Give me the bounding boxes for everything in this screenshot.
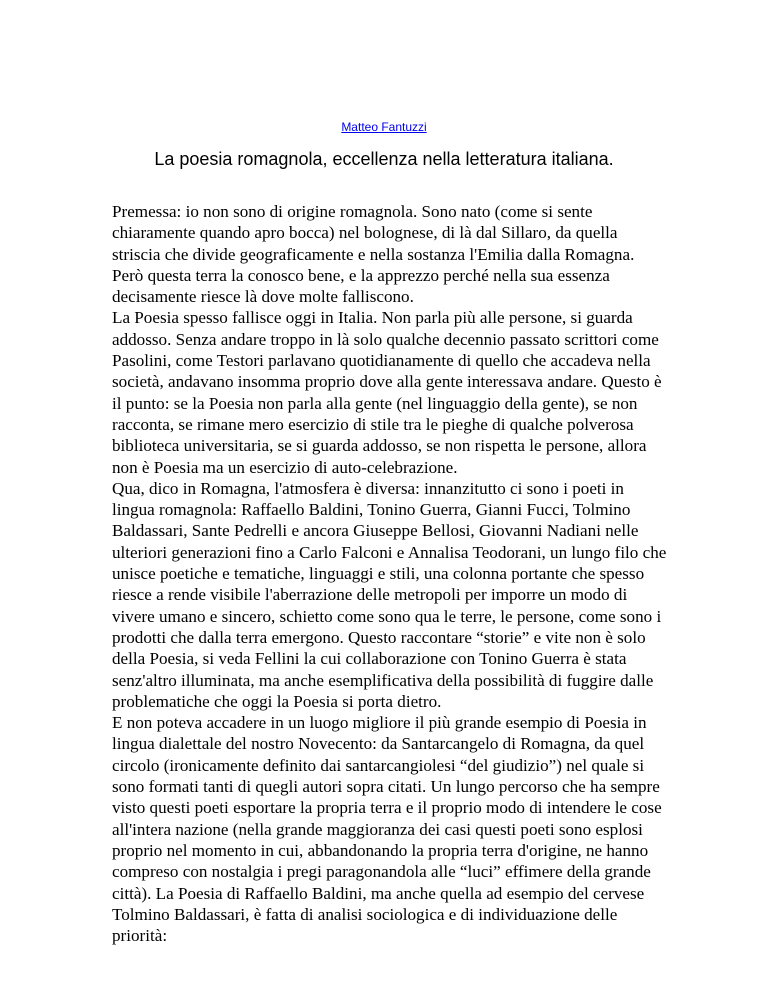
paragraph-romagna-poeti: Qua, dico in Romagna, l'atmosfera è diversa: innanzitutto ci sono i poeti in lingua romagnola: Raffaello Baldini, Tonino Guerra, Gianni Fucci, Tolmino Baldassari, Sante Pedrelli e ancora Giuseppe Bellosi, Giovanni Nadiani nelle ulteriori generazioni fino a Carlo Falconi e Annalisa Teodorani, un lungo filo che unisce poetiche e tematiche, linguaggi e stili, una colonna portante che spesso riesce a rende visibile l'aberrazione delle metropoli per imporre un modo di vivere umano e sincero, schietto come sono qua le terre, le persone, come sono i prodotti che dalla terra emergono. Questo raccontare “storie” e vite non è solo della Poesia, si veda Fellini la cui collaborazione con Tonino Guerra è stata senz'altro illuminata, ma anche esemplificativa della possibilità di fuggire dalle problematiche che oggi la Poesia si porta dietro. (112, 478, 667, 711)
paragraph-santarcangelo: E non poteva accadere in un luogo migliore il più grande esempio di Poesia in lingua dialettale del nostro Novecento: da Santarcangelo di Romagna, da quel circolo (ironicamente definito dai santarcangiolesi “del giudizio”) nel quale si sono formati tanti di quegli autori sopra citati. Un lungo percorso che ha sempre visto questi poeti esportare la propria terra e il proprio modo di intendere le cose all'intera nazione (nella grande maggioranza dei casi questi poeti sono esplosi proprio nel momento in cui, abbandonando la propria terra d'origine, ne hanno compreso con nostalgia i pregi paragonandola alle “luci” effimere della grande città). La Poesia di Raffaello Baldini, ma anche quella ad esempio del cervese Tolmino Baldassari, è fatta di analisi sociologica e di individuazione delle priorità: (112, 713, 662, 946)
paragraph-poesia-fallisce: La Poesia spesso fallisce oggi in Italia. Non parla più alle persone, si guarda addosso. Senza andare troppo in là solo qualche decennio passato scrittori come Pasolini, come Testori parlavano quotidianamente di quello che accadeva nella società, andavano insomma proprio dove alla gente interessava andare. Questo è il punto: se la Poesia non parla alla gente (nel linguaggio della gente), se non racconta, se rimane mero esercizio di stile tra le pieghe di qualche polverosa biblioteca universitaria, se si guarda addosso, se non rispetta le persone, allora non è Poesia ma un esercizio di auto-celebrazione. (112, 308, 662, 477)
paragraph-premessa: Premessa: io non sono di origine romagnola. Sono nato (come si sente chiaramente quando apro bocca) nel bolognese, di là dal Sillaro, da quella striscia che divide geograficamente e nella sostanza l'Emilia dalla Romagna. Però questa terra la conosco bene, e la apprezzo perché nella sua essenza decisamente riesce là dove molte falliscono. (112, 202, 635, 307)
document-title: La poesia romagnola, eccellenza nella letteratura italiana. (154, 149, 614, 169)
document-body (112, 201, 668, 946)
author-link[interactable]: Matteo Fantuzzi (341, 120, 427, 134)
